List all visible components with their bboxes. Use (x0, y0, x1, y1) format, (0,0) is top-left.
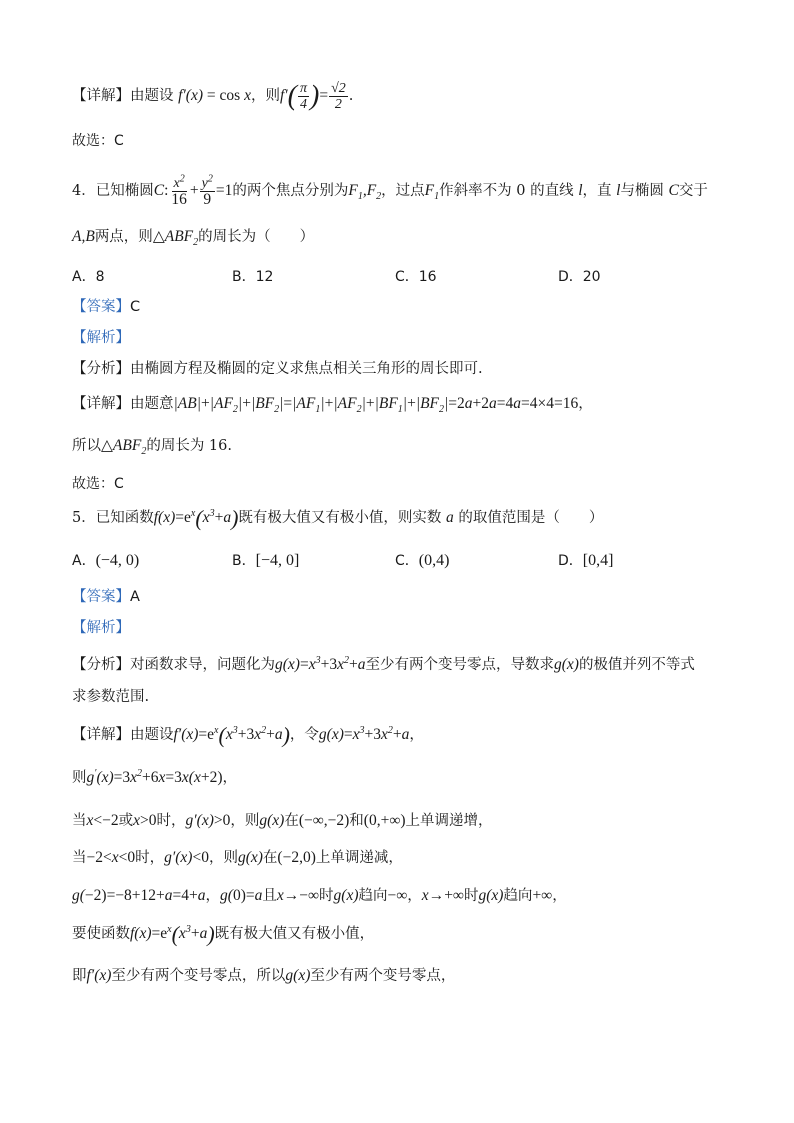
d5-h: ， (552, 888, 567, 904)
q4-option-d[interactable]: D．20 (558, 269, 601, 285)
d4-d: 在 (262, 850, 278, 866)
math-g-values: g(−2)=−8+12+a=4+a (72, 887, 206, 904)
math-a: a (446, 509, 454, 526)
math-g-def: $g(x)=x^3+3x^2+a$ (275, 654, 366, 673)
d1-b: ，令 (289, 727, 319, 743)
q4-choose: 故选：C (72, 476, 124, 492)
math-x-to-neginf: x→−∞ (276, 887, 320, 904)
q4-line2-b: 的周长为（ ） (198, 229, 315, 245)
q4-option-b[interactable]: B．12 (232, 269, 274, 285)
d3-e: 在 (284, 813, 299, 829)
d5-d: 趋向 (358, 888, 388, 904)
q4-stem-g: 交于 (678, 183, 708, 200)
math-f1: $F_1$ (424, 182, 440, 203)
math-fprime: $f'(x)=e^x(x^3+3x^2+a)$ (173, 722, 290, 748)
d3-f: 和 (349, 813, 364, 829)
math-xgt0: x>0 (133, 812, 157, 829)
math-triangle: $\triangle ABF_2$ (152, 228, 199, 249)
q4-conclusion (72, 436, 734, 456)
q4-options (72, 266, 732, 286)
d5-e: ， (407, 888, 422, 904)
q5-detail-2 (72, 768, 734, 788)
question-4-stem (72, 173, 734, 208)
math-c: C (668, 182, 679, 200)
d6-a: 要使函数 (72, 926, 130, 942)
d4-a: 当 (72, 850, 87, 866)
q5-option-c[interactable]: C．(0,4) (395, 552, 450, 569)
question-5-stem (72, 505, 734, 531)
math-gprime-pos: g′(x)>0 (185, 812, 231, 829)
q4-analysis-tag-line (72, 328, 734, 348)
q4-so-b: 的周长为 16. (146, 438, 232, 454)
choose-line: 故选：C (72, 133, 124, 149)
detail-text: 由题设 (130, 88, 174, 105)
answer-value: C (130, 299, 141, 315)
q4-stem-a: 4．已知椭圆 (72, 183, 154, 200)
detail-tag: 【详解】 (72, 396, 130, 412)
math-gprime-neg: g′(x)<0 (164, 849, 209, 866)
q4-stem-c: ，过点 (381, 183, 425, 200)
math-xlt-2: x<−2 (86, 812, 119, 829)
d5-b: 且 (262, 888, 277, 904)
d4-b: 时， (135, 850, 165, 866)
q5-option-d-label: D． (558, 553, 583, 569)
d3-b: 或 (118, 813, 134, 829)
q5-detail-4 (72, 848, 734, 868)
math-x-to-posinf: x→+∞ (421, 887, 464, 904)
math-gx-6: g(x) (285, 967, 311, 984)
analysis-tag: 【解析】 (72, 620, 130, 636)
q5-option-a-label: A． (72, 553, 96, 569)
d1-a: 由题设 (130, 727, 174, 743)
q5-option-d[interactable]: D．[0,4] (558, 552, 614, 569)
d5-g: 趋向 (503, 888, 533, 904)
q4-so-a: 所以 (72, 438, 101, 454)
math-l: l (578, 182, 583, 200)
detail-line-derivative (72, 81, 734, 112)
q5-detail-7 (72, 966, 734, 986)
q4-option-a[interactable]: A．8 (72, 269, 105, 285)
math-gprime: $g'(x)=3x^2+6x=3x(x+2)$ (86, 767, 223, 786)
q5-option-b[interactable]: B．[−4, 0] (232, 552, 300, 569)
q5-stem-a: 5．已知函数 (72, 510, 154, 526)
math-gx-3: g(x) (237, 849, 263, 866)
math-interval-1: (−∞,−2) (298, 812, 350, 829)
math-ellipse-eq: C: $\frac{x^2}{16}$ + $\frac{y^2}{9}$ =1 (153, 173, 233, 208)
fenxi-a: 对函数求导，问题化为 (130, 657, 275, 673)
q5-detail-6 (72, 921, 734, 947)
q4-stem-f: 与椭圆 (620, 183, 664, 200)
fenxi-text: 由椭圆方程及椭圆的定义求焦点相关三角形的周长即可. (130, 361, 483, 377)
math-derivative: f′(x) = cos x (178, 87, 251, 105)
math-gx-2: g(x) (259, 812, 285, 829)
q4-answer (72, 297, 734, 317)
q4-line2-a: 两点，则 (94, 229, 153, 245)
q5-option-b-label: B． (232, 553, 256, 569)
math-function: $f(x)=e^x(x^3+a)$ (153, 505, 239, 531)
math-fprime-2: f′(x) (86, 967, 112, 984)
q5-fenxi (72, 655, 734, 675)
math-interval-3: (−2,0) (277, 849, 316, 866)
q4-stem-b: 的两个焦点分别为 (232, 183, 349, 200)
q5-option-c-label: C． (395, 553, 419, 569)
math-perimeter-derivation: $|AB|+|AF_2|+|BF_2|=|AF_1|+|AF_2|+|BF_1|+|BF_2|=2a+2a=4a=4\times 4=16$ (173, 395, 579, 416)
q5-option-a[interactable]: A．(−4, 0) (72, 552, 140, 569)
d6-b: 既有极大值又有极小值， (214, 926, 375, 942)
math-gx-5: g(x) (478, 887, 504, 904)
math-interval-2: (0,+∞) (363, 812, 406, 829)
d1-c: ， (409, 727, 424, 743)
math-l2: l (616, 182, 621, 200)
d5-c: 时 (319, 888, 334, 904)
q5-detail-5 (72, 886, 734, 906)
fenxi-c: 的极值并列不等式 (578, 657, 695, 673)
d7-c: 至少有两个变号零点， (310, 968, 456, 984)
q5-analysis-tag-line (72, 618, 734, 638)
math-gx-4: g(x) (333, 887, 359, 904)
q5-stem-c: 的取值范围是（ ） (458, 510, 604, 526)
q5-stem-b: 既有极大值又有极小值，则实数 (238, 510, 442, 526)
math-gx: g(x) (553, 656, 579, 673)
q5-fenxi-line2: 求参数范围. (72, 689, 150, 705)
fenxi-b: 至少有两个变号零点，导数求 (365, 657, 554, 673)
math-function-2: $f(x)=e^x(x^3+a)$ (130, 921, 215, 947)
math-triangle-2: $\triangle ABF_2$ (101, 437, 147, 458)
answer-value: A (130, 589, 140, 605)
d5-a: ， (205, 888, 221, 904)
fenxi-tag: 【分析】 (72, 657, 130, 673)
math-eval: f′( $\frac{\pi}{4}$ )= $\frac{√2}{2}$ (279, 80, 346, 112)
detail-tag: 【详解】 (72, 88, 130, 105)
d4-c: ，则 (208, 850, 238, 866)
detail-tag: 【详解】 (72, 727, 130, 743)
q4-fenxi (72, 359, 734, 379)
math-range: −2<x<0 (86, 849, 136, 866)
q5-answer (72, 587, 734, 607)
q4-stem-e: ，直 (582, 183, 612, 200)
math-g-def-2: $g(x)=x^3+3x^2+a$ (318, 724, 410, 743)
fenxi-tag: 【分析】 (72, 361, 130, 377)
detail-text-then: ，则 (250, 88, 280, 105)
q4-option-c[interactable]: C．16 (395, 269, 437, 285)
d3-g: 上单调递增， (405, 813, 493, 829)
detail-text: 由题意 (130, 396, 174, 412)
d7-b: 至少有两个变号零点，所以 (111, 968, 286, 984)
d3-c: 时， (156, 813, 186, 829)
answer-tag: 【答案】 (72, 589, 130, 605)
math-foci: $F_1,F_2$ (348, 182, 382, 203)
q5-detail-1 (72, 722, 734, 748)
d4-e: 上单调递减， (315, 850, 403, 866)
d2-a: 则 (72, 770, 87, 786)
q4-stem-d: 作斜率不为 0 的直线 (439, 183, 574, 200)
q5-detail-3 (72, 811, 734, 831)
math-neginf: −∞ (387, 887, 408, 904)
q4-detail: 【详解】由题意$|AB|+|AF_2|+|BF_2|=|AF_1|+|AF_2|+|BF_1|+|BF_2|=2a+2a=4a=4\times 4=16$， (72, 395, 593, 416)
q5-options (72, 550, 732, 570)
detail-end: . (348, 88, 354, 105)
d5-f: 时 (463, 888, 479, 904)
d3-a: 当 (72, 813, 87, 829)
d3-d: ，则 (230, 813, 260, 829)
d7-a: 即 (72, 968, 87, 984)
analysis-tag: 【解析】 (72, 330, 130, 346)
answer-tag: 【答案】 (72, 299, 130, 315)
math-ab: A,B (72, 228, 95, 245)
math-posinf: +∞ (532, 887, 553, 904)
d2-b: ， (222, 770, 237, 786)
math-g0: g(0)=a (220, 887, 263, 904)
question-4-stem-line2 (72, 227, 734, 247)
